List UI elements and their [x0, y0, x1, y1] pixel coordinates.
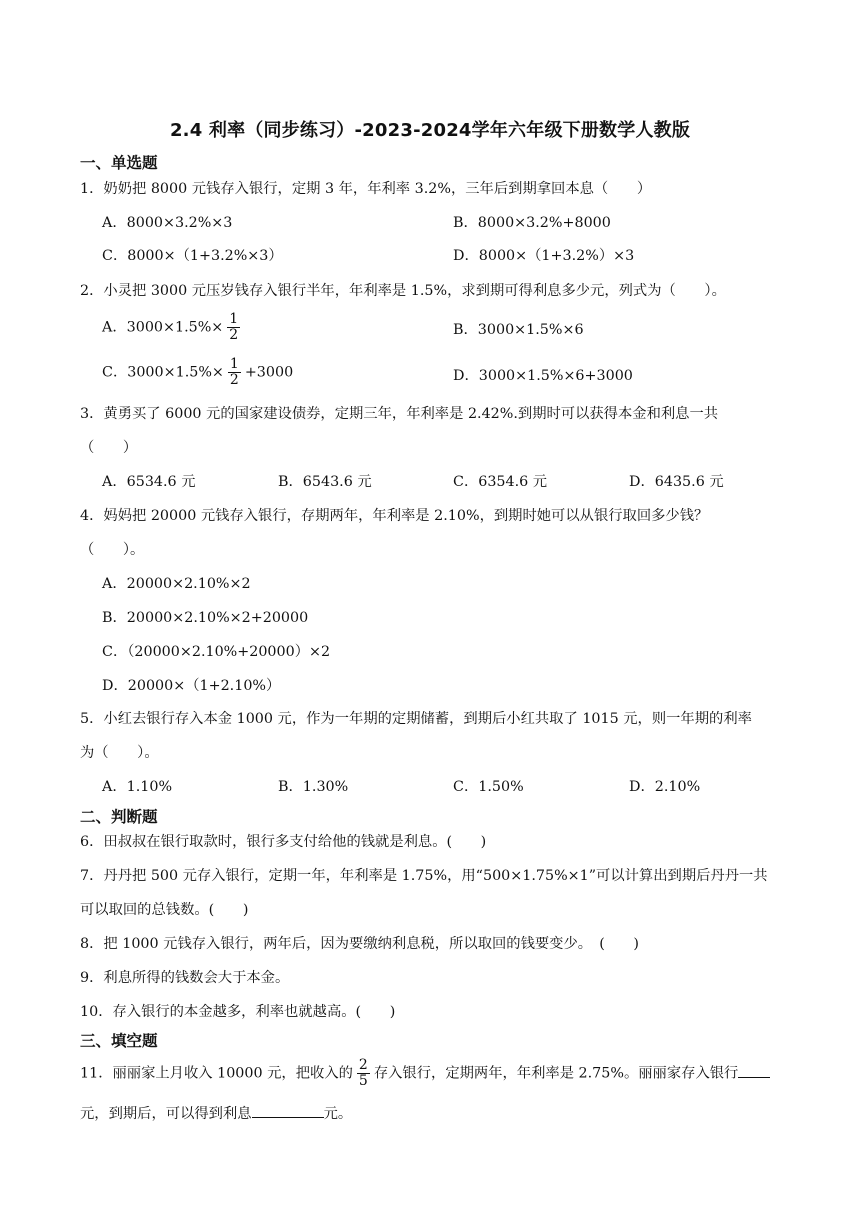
question-11-prefix: 11．丽丽家上月收入 10000 元，把收入的 — [80, 1065, 353, 1082]
question-9: 9．利息所得的钱数会大于本金。 — [80, 970, 290, 986]
question-1-option-d: D．8000×（1+3.2%）×3 — [453, 248, 635, 264]
question-1-stem: 1．奶奶把 8000 元钱存入银行，定期 3 年，年利率 3.2%，三年后到期拿回本息（ ） — [80, 181, 652, 197]
fraction-one-half — [227, 312, 240, 343]
question-3-option-d: D．6435.6 元 — [629, 474, 724, 490]
question-4-stem: 4．妈妈把 20000 元钱存入银行，存期两年，年利率是 2.10%，到期时她可以从银行取回多少钱？ — [80, 508, 709, 524]
question-5-option-d: D．2.10% — [629, 779, 701, 795]
question-8: 8．把 1000 元钱存入银行，两年后，因为要缴纳利息税，所以取回的钱要变少。 ( ) — [80, 936, 639, 952]
section-heading-true-false: 二、判断题 — [80, 808, 158, 826]
question-4-stem-cont: （ ）。 — [80, 542, 145, 558]
question-2-option-d: D．3000×1.5%×6+3000 — [453, 368, 633, 384]
option-c-suffix: +3000 — [244, 364, 294, 381]
question-5-option-a: A．1.10% — [102, 779, 173, 795]
question-5-stem: 5．小红去银行存入本金 1000 元，作为一年期的定期储蓄，到期后小红共取了 1015 元，则一年期的利率 — [80, 711, 752, 727]
question-7-line-2: 可以取回的总钱数。( ) — [80, 902, 249, 918]
question-4-option-c: C．（20000×2.10%+20000）×2 — [102, 644, 331, 660]
section-heading-fill-blank: 三、填空题 — [80, 1032, 158, 1050]
fraction-numerator: 2 — [358, 1057, 368, 1073]
section-heading-single-choice: 一、单选题 — [80, 154, 158, 172]
answer-blank-deposit[interactable] — [738, 1063, 770, 1078]
question-1-option-a: A．8000×3.2%×3 — [102, 215, 233, 231]
question-11-line-2 — [80, 1103, 352, 1124]
fraction-denominator: 5 — [358, 1073, 368, 1089]
option-c-expression: C．3000×1.5%× — [102, 364, 224, 381]
question-1-option-c: C．8000×（1+3.2%×3） — [102, 248, 283, 264]
fraction-denominator: 2 — [229, 372, 239, 388]
question-11-line-2-suffix: 元。 — [323, 1106, 353, 1122]
question-3-option-c: C．6354.6 元 — [453, 474, 548, 490]
fraction-numerator: 1 — [229, 356, 239, 372]
question-11-line-2-prefix: 元，到期后，可以得到利息 — [80, 1106, 252, 1122]
option-a-expression: A．3000×1.5%× — [102, 319, 224, 336]
question-10: 10．存入银行的本金越多，利率也就越高。( ) — [80, 1004, 396, 1020]
question-11-line-1 — [80, 1058, 770, 1089]
question-4-option-d: D．20000×（1+2.10%） — [102, 678, 281, 694]
question-4-option-b: B．20000×2.10%×2+20000 — [102, 610, 309, 626]
question-2-stem: 2．小灵把 3000 元压岁钱存入银行半年，年利率是 1.5%，求到期可得利息多少元，列式为（ ）。 — [80, 283, 726, 299]
answer-blank-interest[interactable] — [252, 1103, 324, 1118]
fraction-denominator: 2 — [229, 327, 239, 343]
question-2-option-a — [102, 312, 244, 343]
question-4-option-a: A．20000×2.10%×2 — [102, 576, 251, 592]
question-5-option-c: C．1.50% — [453, 779, 524, 795]
question-3-option-a: A．6534.6 元 — [102, 474, 196, 490]
fraction-two-fifths — [357, 1058, 370, 1089]
question-3-stem-cont: （ ） — [80, 440, 138, 456]
question-11-middle: 存入银行，定期两年，年利率是 2.75%。丽丽家存入银行 — [373, 1065, 739, 1082]
question-5-option-b: B．1.30% — [278, 779, 349, 795]
question-2-option-c — [102, 357, 293, 388]
question-3-stem: 3．黄勇买了 6000 元的国家建设债券，定期三年，年利率是 2.42%.到期时可以获得本金和利息一共 — [80, 406, 719, 422]
page-title: 2.4 利率（同步练习）-2023-2024学年六年级下册数学人教版 — [169, 120, 691, 141]
question-3-option-b: B．6543.6 元 — [278, 474, 372, 490]
question-1-option-b: B．8000×3.2%+8000 — [453, 215, 611, 231]
question-6: 6．田叔叔在银行取款时，银行多支付给他的钱就是利息。( ) — [80, 834, 487, 850]
question-2-option-b: B．3000×1.5%×6 — [453, 322, 584, 338]
fraction-one-half — [228, 357, 241, 388]
question-5-stem-cont: 为（ ）。 — [80, 745, 159, 761]
fraction-numerator: 1 — [229, 311, 239, 327]
question-7-line-1: 7．丹丹把 500 元存入银行，定期一年，年利率是 1.75%，用“500×1.75%×1”可以计算出到期后丹丹一共 — [80, 868, 768, 884]
